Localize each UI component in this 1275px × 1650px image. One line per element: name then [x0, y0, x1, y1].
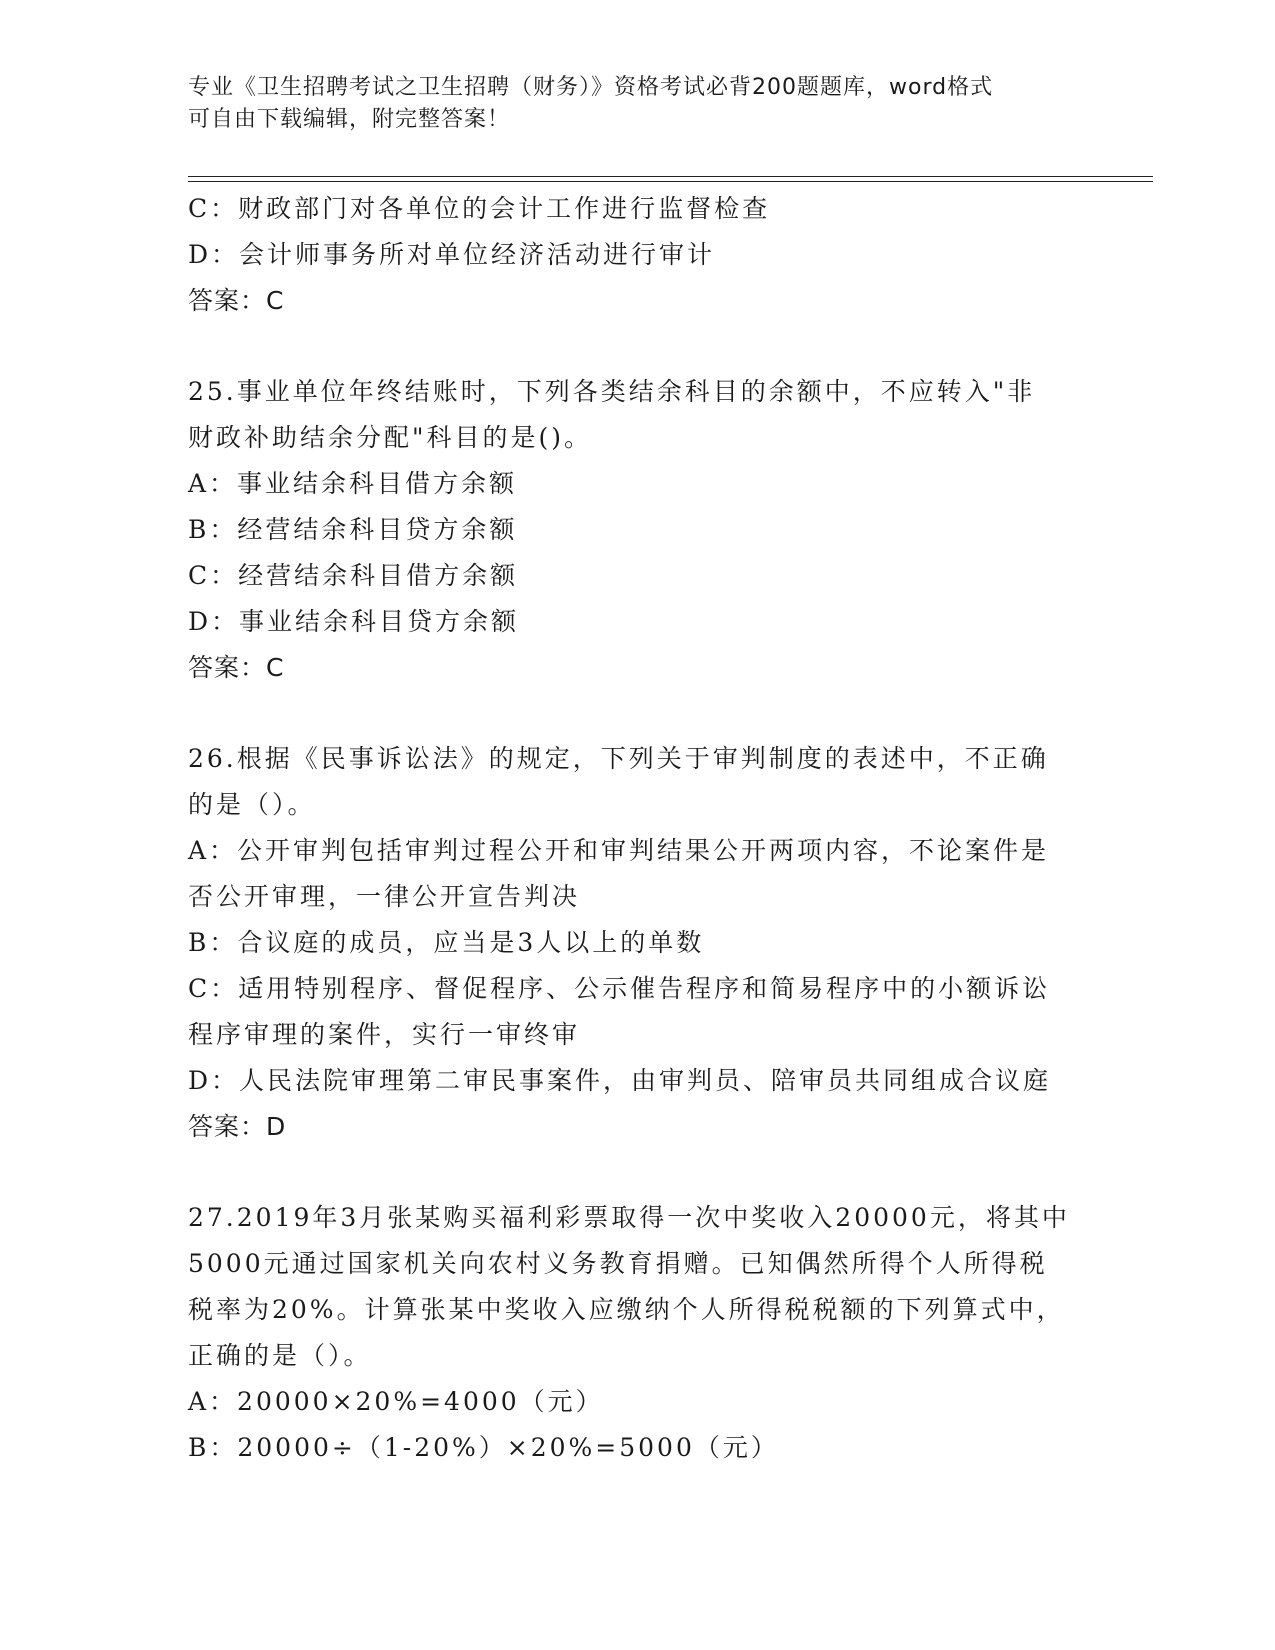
spacer [188, 691, 1088, 736]
question-24-continued [188, 186, 1088, 324]
option-c: 程序审理的案件，实行一审终审 [188, 1020, 581, 1049]
question-stem: 税率为20%。计算张某中奖收入应缴纳个人所得税税额的下列算式中， [188, 1295, 1065, 1324]
document-header [188, 72, 1068, 136]
option-b: B：20000÷（1-20%）×20%=5000（元） [188, 1433, 779, 1462]
option-c: C：财政部门对各单位的会计工作进行监督检查 [188, 194, 771, 223]
question-stem: 正确的是（）。 [188, 1341, 372, 1370]
option-d: D：人民法院审理第二审民事案件，由审判员、陪审员共同组成合议庭 [188, 1066, 1052, 1095]
header-rule-bottom [188, 181, 1153, 182]
option-b: B：经营结余科目贷方余额 [188, 515, 518, 544]
question-stem: 25.事业单位年终结账时，下列各类结余科目的余额中，不应转入"非 [188, 377, 1036, 406]
option-b: B：合议庭的成员，应当是3人以上的单数 [188, 928, 705, 957]
answer-line: 答案：C [188, 286, 285, 315]
option-a: 否公开审理，一律公开宣告判决 [188, 882, 581, 911]
spacer [188, 324, 1088, 369]
question-content [188, 186, 1088, 1471]
option-a: A：20000×20%=4000（元） [188, 1387, 604, 1416]
option-d: D：会计师事务所对单位经济活动进行审计 [188, 240, 716, 269]
question-stem: 27.2019年3月张某购买福利彩票取得一次中奖收入20000元，将其中 [188, 1203, 1070, 1232]
option-c: C：经营结余科目借方余额 [188, 561, 519, 590]
question-25 [188, 369, 1088, 691]
question-stem: 财政补助结余分配"科目的是()。 [188, 423, 593, 452]
answer-line: 答案：C [188, 653, 285, 682]
answer-line: 答案：D [188, 1112, 287, 1141]
question-26 [188, 736, 1088, 1150]
question-27 [188, 1195, 1088, 1471]
option-a: A：公开审判包括审判过程公开和审判结果公开两项内容，不论案件是 [188, 836, 1050, 865]
option-c: C：适用特别程序、督促程序、公示催告程序和简易程序中的小额诉讼 [188, 974, 1051, 1003]
spacer [188, 1150, 1088, 1195]
header-line-2: 可自由下载编辑，附完整答案！ [188, 107, 511, 132]
question-stem: 5000元通过国家机关向农村义务教育捐赠。已知偶然所得个人所得税 [188, 1249, 1048, 1278]
header-line-1: 专业《卫生招聘考试之卫生招聘（财务）》资格考试必背200题题库，word格式 [188, 75, 994, 100]
question-stem: 的是（）。 [188, 790, 316, 819]
option-a: A：事业结余科目借方余额 [188, 469, 518, 498]
option-d: D：事业结余科目贷方余额 [188, 607, 520, 636]
header-rule-top [188, 176, 1153, 177]
question-stem: 26.根据《民事诉讼法》的规定，下列关于审判制度的表述中，不正确 [188, 744, 1049, 773]
